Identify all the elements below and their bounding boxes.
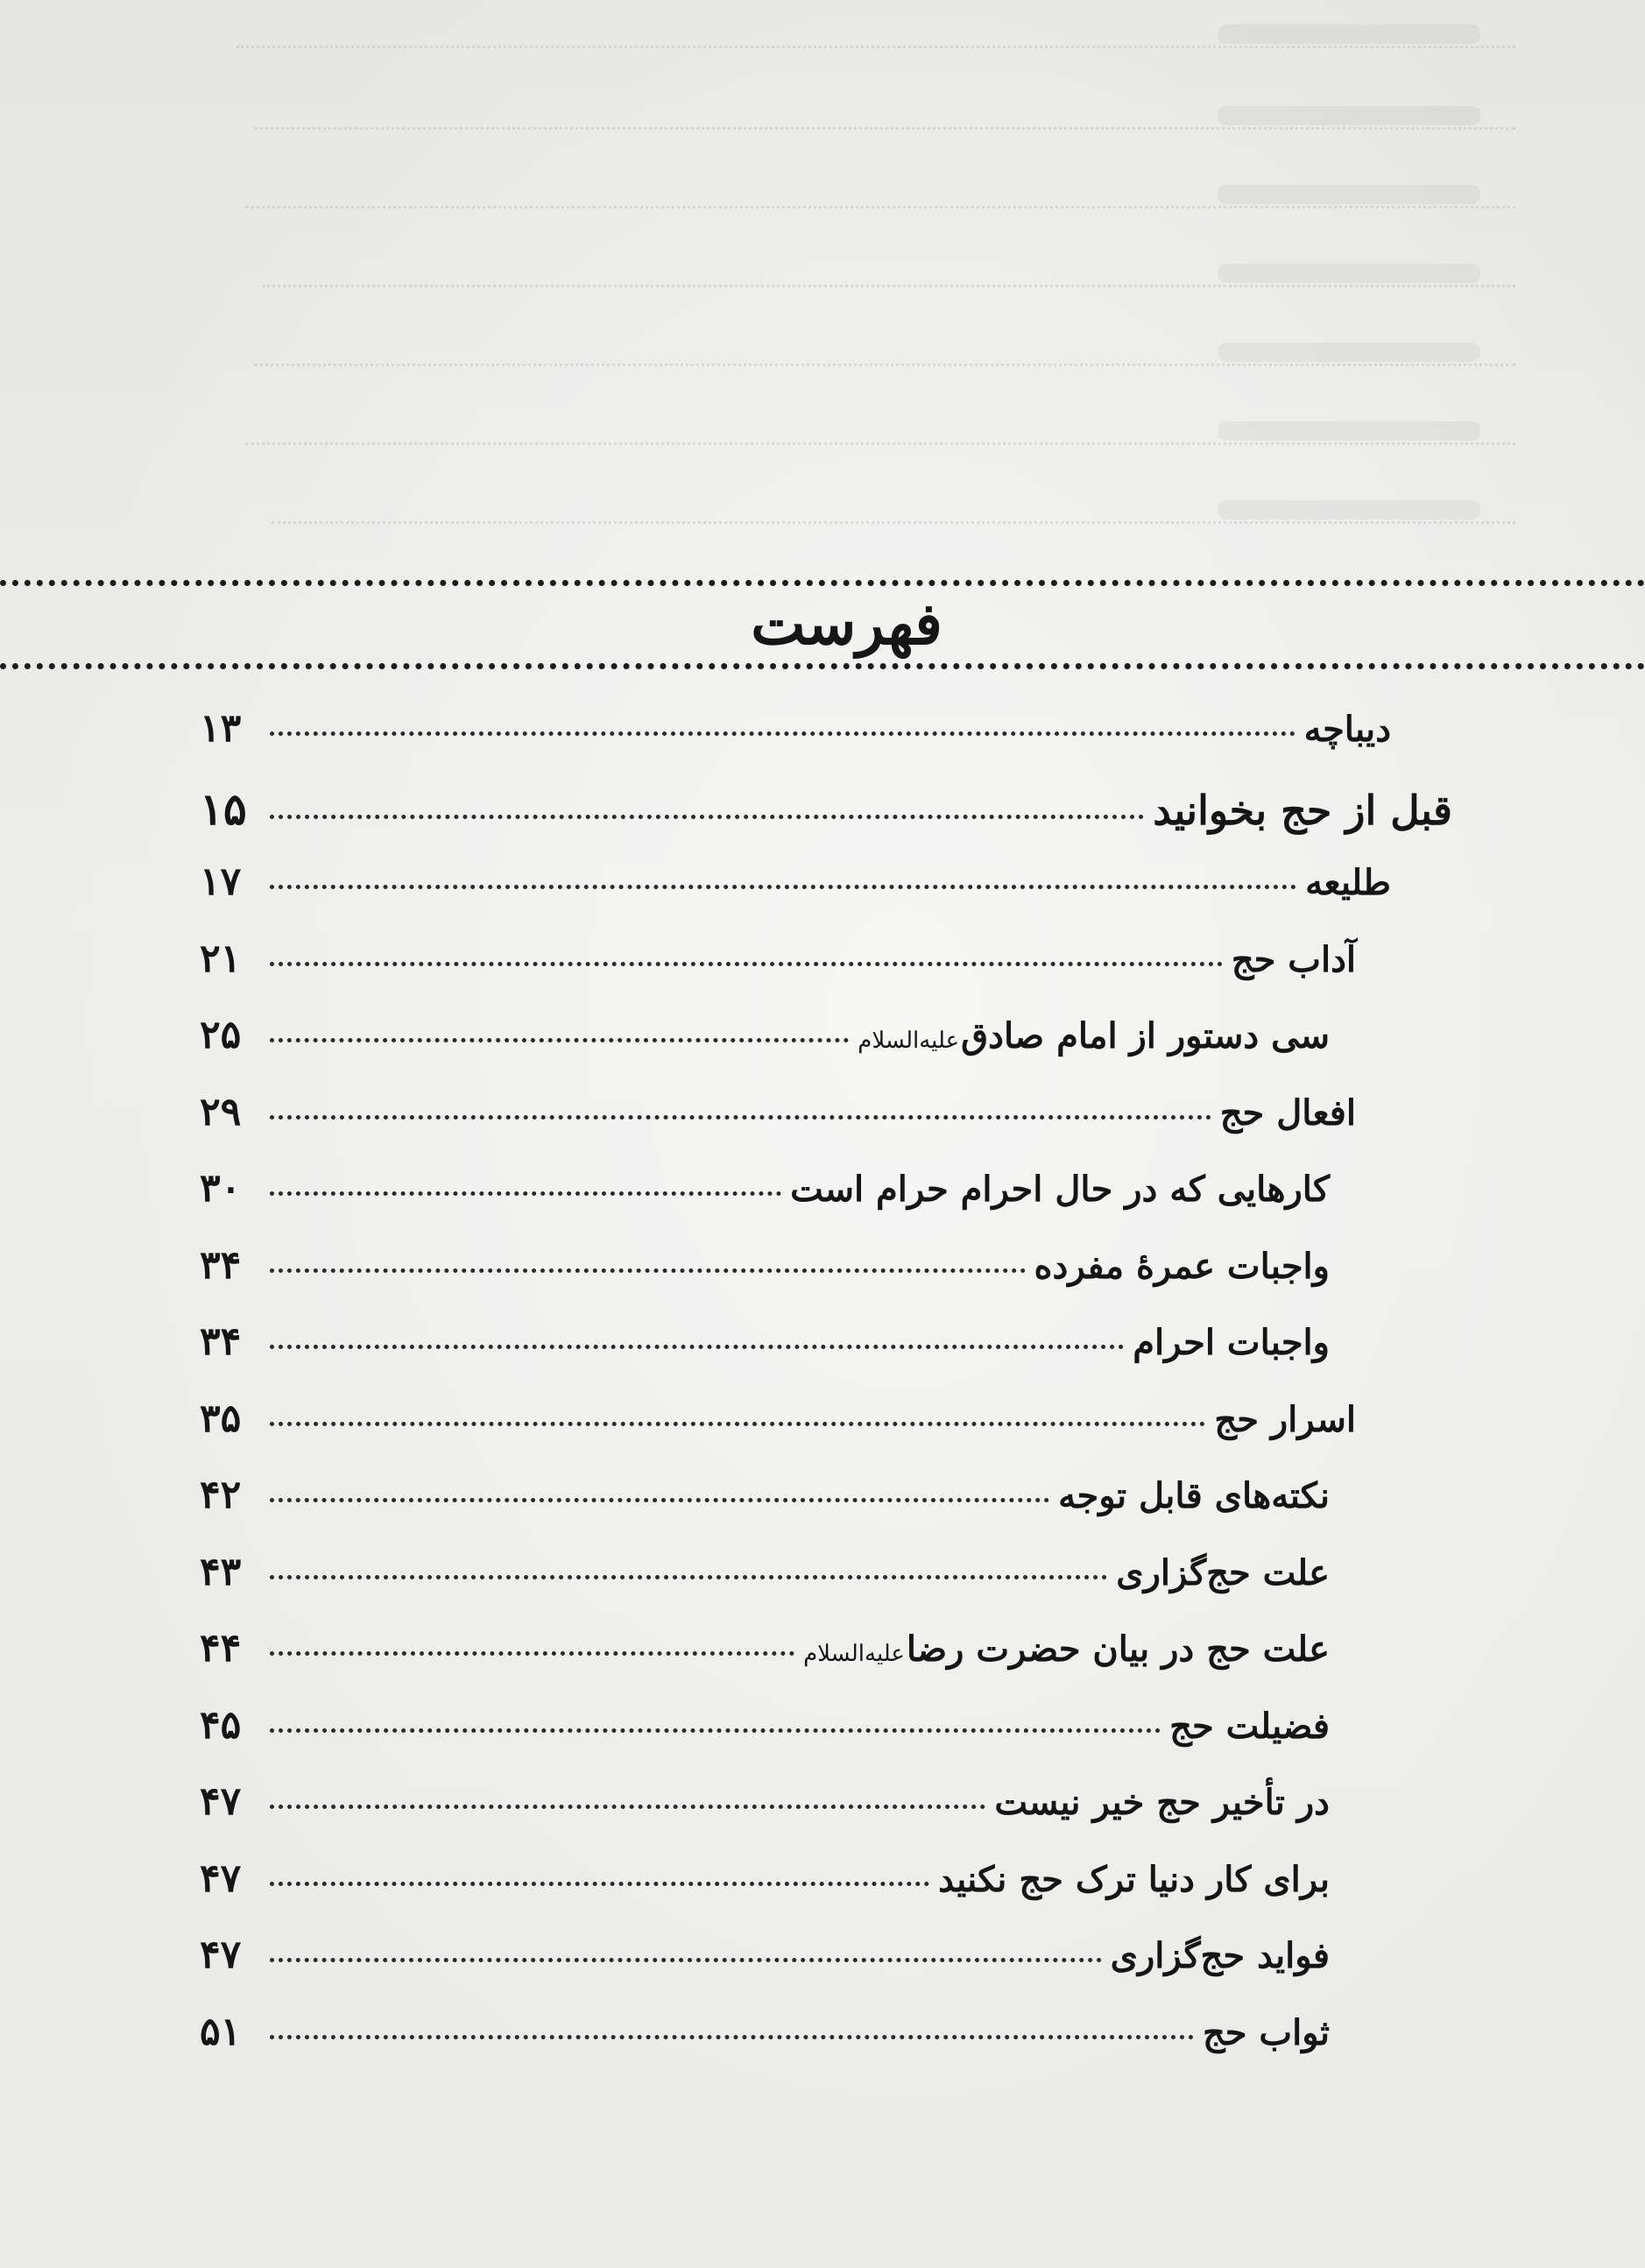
toc-entry xyxy=(200,1698,1452,1775)
dot-leader xyxy=(270,1115,1211,1120)
dot-leader xyxy=(270,1345,1124,1349)
toc-entry-title: اسرار حج xyxy=(1214,1398,1356,1440)
dot-leader xyxy=(270,1805,985,1809)
dot-leader xyxy=(270,885,1296,889)
dot-leader xyxy=(270,962,1223,966)
toc-entry-title: علت حج‌گزاری xyxy=(1116,1551,1330,1593)
dot-leader xyxy=(270,1651,794,1656)
toc-page-number: ۱۳ xyxy=(200,706,242,751)
dotted-rule-bottom xyxy=(0,663,1645,669)
toc-entry xyxy=(200,1774,1452,1851)
toc-entry xyxy=(200,1007,1452,1085)
dot-leader xyxy=(270,1498,1049,1502)
dot-leader xyxy=(270,1728,1161,1733)
dot-leader xyxy=(270,1038,849,1042)
toc-page-number: ۴۴ xyxy=(200,1626,242,1671)
honorific-glyph: علیه‌السلام xyxy=(858,1028,960,1054)
toc-page-number: ۴۷ xyxy=(200,1855,242,1901)
toc-entry xyxy=(200,1927,1452,2004)
dot-leader xyxy=(270,1958,1102,1962)
toc-entry-title: واجبات احرام xyxy=(1133,1322,1330,1363)
toc-entry-title: آداب حج xyxy=(1231,938,1356,980)
toc-entry-title: در تأخیر حج خیر نیست xyxy=(994,1782,1330,1823)
toc-entry-title: علت حج در بیان حضرت رضا xyxy=(906,1629,1330,1670)
toc-entry xyxy=(200,1544,1452,1622)
toc-page-number: ۳۰ xyxy=(200,1166,242,1211)
dot-leader xyxy=(270,1882,929,1886)
toc-entry xyxy=(200,701,1452,778)
toc-entry xyxy=(200,931,1452,1008)
toc-page-number: ۱۵ xyxy=(200,782,247,835)
toc-entry xyxy=(200,1467,1452,1544)
toc-page-number: ۲۵ xyxy=(200,1013,242,1057)
toc-page-number: ۴۳ xyxy=(200,1549,242,1594)
toc-page-number: ۱۷ xyxy=(200,859,242,904)
toc-page-number: ۴۷ xyxy=(200,1932,242,1977)
toc-entry-title: قبل از حج بخوانید xyxy=(1153,786,1452,834)
honorific-glyph: علیه‌السلام xyxy=(803,1641,905,1667)
toc-entry xyxy=(200,854,1452,931)
toc-page-number: ۳۴ xyxy=(200,1242,242,1288)
toc-entry-title: دیباچه xyxy=(1303,709,1391,750)
toc-entry-title: کارهایی که در حال احرام حرام است xyxy=(790,1169,1330,1210)
toc-page-number: ۵۱ xyxy=(200,2009,242,2054)
toc-page-number: ۳۴ xyxy=(200,1319,242,1364)
toc-page-number: ۲۹ xyxy=(200,1089,242,1134)
toc-entry-title: برای کار دنیا ترک حج نکنید xyxy=(938,1858,1330,1900)
toc-page-number: ۴۷ xyxy=(200,1779,242,1824)
toc-entry xyxy=(200,1238,1452,1315)
toc-entry xyxy=(200,1391,1452,1468)
toc-entry xyxy=(200,1621,1452,1698)
dotted-rule-top xyxy=(0,580,1645,586)
toc-page-number: ۴۵ xyxy=(200,1702,242,1748)
dot-leader xyxy=(270,731,1296,736)
toc-entry-title: سی دستور از امام صادق xyxy=(961,1015,1330,1056)
toc-entry-title: افعال حج xyxy=(1219,1092,1356,1134)
toc-entry-title: ثواب حج xyxy=(1202,2011,1330,2053)
dot-leader xyxy=(270,1268,1026,1273)
toc-page-number: ۳۵ xyxy=(200,1395,242,1441)
toc-entry xyxy=(200,1085,1452,1162)
dot-leader xyxy=(270,1575,1107,1579)
toc-page-number: ۴۲ xyxy=(200,1473,242,1517)
toc-entry xyxy=(200,2004,1452,2081)
dot-leader xyxy=(270,1422,1205,1426)
toc-entry-title: واجبات عمرهٔ مفرده xyxy=(1034,1245,1330,1287)
dot-leader xyxy=(270,1191,781,1196)
page-title: فهرست xyxy=(751,590,943,658)
facing-page-bleed-through xyxy=(219,0,1515,561)
dot-leader xyxy=(270,2035,1194,2039)
toc-entry-title: نکته‌های قابل توجه xyxy=(1058,1475,1330,1516)
toc-entry xyxy=(200,1314,1452,1391)
table-of-contents xyxy=(200,701,1452,2081)
toc-entry-title: فضیلت حج xyxy=(1169,1705,1330,1747)
toc-entry xyxy=(200,1161,1452,1238)
toc-entry xyxy=(200,1851,1452,1928)
toc-entry-title: فواید حج‌گزاری xyxy=(1110,1935,1330,1976)
dot-leader xyxy=(270,815,1144,819)
toc-entry xyxy=(200,778,1452,855)
toc-entry-title: طلیعه xyxy=(1305,862,1391,903)
toc-page-number: ۲۱ xyxy=(200,936,242,981)
